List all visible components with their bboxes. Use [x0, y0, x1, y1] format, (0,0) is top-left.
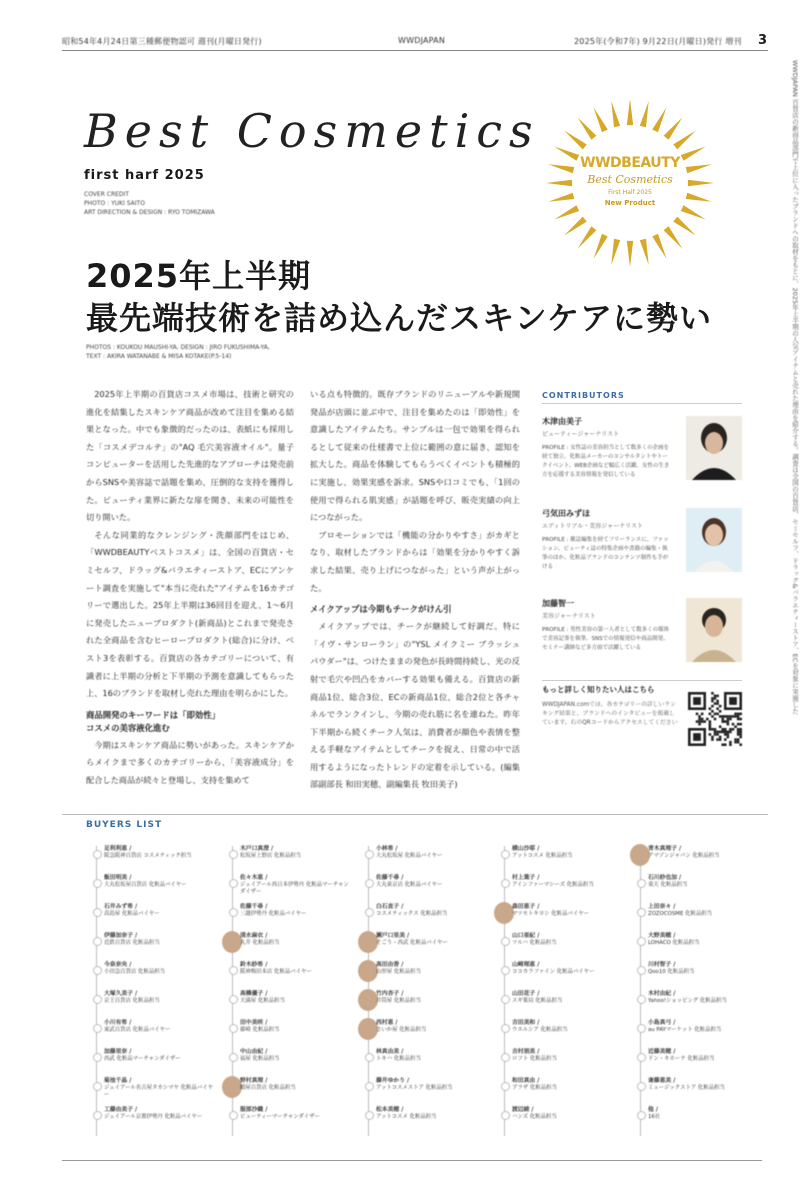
timeline-dot	[365, 908, 374, 917]
contributor-name: 木津由美子	[542, 417, 582, 426]
buyer-name: 小林希 /	[376, 846, 398, 852]
buyer-org: 山形屋 化粧品担当	[376, 969, 421, 975]
buyer-name: 他 /	[648, 1107, 658, 1113]
buyer-entry	[240, 875, 352, 896]
badge-ray	[578, 117, 597, 139]
timeline-dot	[229, 850, 238, 859]
buyer-name: 小川有希 /	[104, 1020, 132, 1026]
buyer-org: コスメティックス 化粧品担当	[376, 911, 448, 917]
contributor-profile: PROFILE : 女性誌の美容担当として数多くの企画を経て独立。化粧品メーカーのコンサルタントやトークイベント、WEB企画など幅広く活躍。女性の生き方を応援する美容情報を発信している	[542, 445, 670, 478]
timeline-dot	[93, 879, 102, 888]
timeline-dot	[93, 937, 102, 946]
contributor-profile: PROFILE : 男性美容の第一人者として数多くの媒体で美容記事を執筆。SNSでの情報発信や商品開発、セミナー講師など多方面で活躍している	[542, 627, 670, 651]
buyer-name: 木村由紀 /	[648, 991, 676, 997]
buyer-name: 山田花子 /	[512, 991, 540, 997]
buyer-entry	[376, 962, 488, 976]
buyer-entry	[104, 962, 216, 976]
buyer-name: 松本美穂 /	[376, 1107, 404, 1113]
badge-category: New Product	[604, 199, 656, 207]
timeline-dot	[637, 1111, 646, 1120]
timeline-dot	[501, 937, 510, 946]
buyer-name: 吉田美和 /	[512, 1020, 540, 1026]
buyer-name: 野村真理 /	[240, 1078, 268, 1084]
timeline-dot	[365, 879, 374, 888]
buyer-name: 藤井ゆかり /	[376, 1078, 410, 1084]
timeline-dot	[365, 1053, 374, 1062]
buyer-org: LOHACO 化粧品担当	[648, 940, 700, 946]
timeline-dot	[93, 908, 102, 917]
badge-ray	[627, 99, 633, 125]
masthead-rule	[62, 50, 768, 51]
buyer-name: 高橋優子 /	[240, 991, 268, 997]
photo-credit	[86, 343, 270, 361]
buyer-entry	[104, 904, 216, 918]
buyer-entry	[648, 1107, 760, 1121]
timeline-dot	[637, 1024, 646, 1033]
buyer-org: マツモトキヨシ 化粧品バイヤー	[512, 911, 590, 917]
buyer-org: au PAYマーケット 化粧品担当	[648, 1027, 722, 1033]
timeline-dot	[501, 1024, 510, 1033]
buyer-entry	[376, 991, 488, 1005]
buyer-name: 菊池千晶 /	[104, 1078, 132, 1084]
timeline-dot	[93, 1111, 102, 1120]
buyer-name: 佐藤千尋 /	[240, 904, 268, 910]
timeline-dot	[501, 1082, 510, 1091]
badge-ray	[664, 117, 683, 139]
badge-ray	[578, 226, 597, 248]
more-info-box	[542, 684, 742, 794]
contributor-role: 美容ジャーナリスト	[542, 613, 596, 620]
buyer-org: 大丸東京店 化粧品バイヤー	[376, 882, 443, 888]
badge-period: First Half 2025	[608, 189, 652, 196]
page-title: Best Cosmetics	[84, 104, 540, 158]
buyer-name: 飯田明美 /	[104, 875, 132, 881]
timeline-dot	[229, 995, 238, 1004]
buyer-name: 西村恵 /	[376, 1020, 398, 1026]
buyer-name: 瀬戸口里美 /	[376, 933, 410, 939]
buyer-entry	[104, 1049, 216, 1063]
buyer-entry	[240, 1107, 352, 1121]
buyer-entry	[376, 1020, 488, 1034]
contributor-profile: PROFILE : 雑誌編集を経てフリーランスに。ファッション、ビューティ誌の特集企画や書籍の編集・執筆のほか、化粧品ブランドのコンテンツ制作も手がける	[542, 537, 669, 570]
buyer-name: 田中美咲 /	[240, 1020, 268, 1026]
vertical-sidebar-text: WWDJAPAN 百貨店の新商品部門で上位に入ったブランドへの取材をもとに、2025年上半期の人気アイテムと売れた理由を紹介する。調査は全国の百貨店、セミセルフ、ドラッグ&バラエティーストア、ECを対象に実施した	[791, 60, 799, 715]
buyer-entry	[512, 1078, 624, 1092]
photo-credit-line: PHOTOS : KOUKOU MAUSHI-YA, DESIGN : JIRO FUKUSHIMA-YA,	[86, 344, 270, 351]
contributors-title: CONTRIBUTORS	[542, 391, 625, 400]
timeline-dot	[229, 1111, 238, 1120]
buyer-name: 上田奈々 /	[648, 904, 676, 910]
buyer-entry	[512, 875, 624, 889]
buyer-name: 森田恵子 /	[512, 904, 540, 910]
buyer-org: ミュージックストア 化粧品担当	[648, 1085, 725, 1091]
buyer-org: ハンズ 化粧品担当	[512, 1114, 557, 1120]
badge-ray	[554, 205, 579, 219]
buyer-entry	[512, 1049, 624, 1063]
buyer-entry	[648, 1078, 760, 1092]
buyer-org: ZOZOCOSME 化粧品担当	[648, 911, 713, 917]
buyer-org: 井筒屋 化粧品担当	[376, 998, 421, 1004]
masthead-center: WWDJAPAN	[398, 36, 446, 45]
timeline-line	[504, 846, 505, 1136]
buyer-entry	[648, 846, 760, 860]
credit-line: PHOTO : YUKI SAITO	[84, 200, 145, 207]
buyer-org: ジェイアール西日本伊勢丹 化粧品マーチャンダイザー	[240, 882, 349, 895]
article-paragraph: プロモーションでは「機能の分かりやすさ」がカギとなり、取材したブランドからは「効果を分かりやすく訴求した結果、売り上げにつながった」という声が上がった。	[310, 529, 520, 593]
timeline-dot	[637, 1082, 646, 1091]
buyer-name: 中山由紀 /	[240, 1049, 268, 1055]
buyer-entry	[240, 1078, 352, 1092]
page-subtitle: first harf 2025	[84, 168, 205, 183]
qr-code[interactable]	[688, 692, 742, 746]
buyer-entry	[104, 846, 216, 860]
headline-line-1: 2025年上半期	[86, 257, 312, 295]
buyer-org: 東武百貨店 化粧品バイヤー	[104, 1027, 171, 1033]
buyer-entry	[240, 1049, 352, 1063]
buyer-org: ウエルシア 化粧品担当	[512, 1027, 568, 1033]
buyer-entry	[512, 933, 624, 947]
buyer-name: 小島真弓 /	[648, 1020, 676, 1026]
article-paragraph: そんな同業的なクレンジング・洗顔部門をはじめ、「WWDBEAUTYベストコスメ」は、全国の百貨店・セミセルフ、ドラッグ&バラエティーストア、ECにアンケート調査を実施して"本当に売れた"アイテムを16カテゴリーで選出した。25年上半期は36回目を迎え、1〜6月に発売したニュープロダクト(新商品)とこれまで発売された全商品を含むヒーロープロダクト(総合)に分け、ベスト3を表彰する。百貨店の各カテゴリーについて、有識者に上半期の分析と下半期の予測を意識してもらった上、16のブランドを取材し売れた理由を明らかにした。	[86, 529, 294, 699]
buyer-entry	[104, 875, 216, 889]
article-column-2	[310, 386, 520, 794]
timeline-dot	[93, 1024, 102, 1033]
buyer-photo	[358, 931, 378, 953]
timeline-dot	[229, 966, 238, 975]
buyer-entry	[648, 875, 760, 889]
article-paragraph: 2025年上半期の百貨店コスメ市場は、技術と研究の進化を結集したスキンケア商品が改めて注目を集める結果となった。中でも象徴的だったのは、表紙にも採用した「コスメデコルテ」の"AQ 毛穴美容液オイル"。量子コンピューターを活用した先進的なアプローチは発売前からSNSや美容誌で話題を集め、圧倒的な支持を獲得した。ビューティ業界に新たな扉を開き、未来の可能性を切り開いた。	[86, 389, 294, 523]
contributor-photo	[686, 508, 742, 572]
badge-ray	[673, 131, 695, 150]
badge-ray	[594, 107, 608, 132]
buyer-photo	[358, 1018, 378, 1040]
buyer-org: さいか屋 化粧品担当	[376, 1027, 427, 1033]
buyer-entry	[648, 991, 760, 1005]
timeline-dot	[365, 1111, 374, 1120]
buyer-org: 近鉄百貨店 化粧品担当	[104, 940, 160, 946]
buyer-name: 斎藤恵美 /	[648, 1078, 676, 1084]
buyer-name: 和田真由 /	[512, 1078, 540, 1084]
buyer-org: 藤崎 化粧品担当	[240, 1027, 280, 1033]
timeline-dot	[229, 879, 238, 888]
timeline-dot	[229, 908, 238, 917]
timeline-dot	[229, 1024, 238, 1033]
buyer-org: ビューティーマーチャンダイザー	[240, 1114, 320, 1120]
buyer-org: 楽天 化粧品担当	[648, 882, 688, 888]
footer-rule	[62, 1160, 762, 1161]
timeline-dot	[93, 995, 102, 1004]
buyer-org: スギ薬局 化粧品担当	[512, 998, 563, 1004]
buyer-org: 福屋 化粧品担当	[240, 1056, 280, 1062]
buyer-name: 高田由香 /	[376, 962, 404, 968]
article-column-1	[86, 386, 294, 789]
badge-brand: WWDBEAUTY	[580, 155, 680, 171]
timeline-dot	[229, 1053, 238, 1062]
buyer-name: 山崎理恵 /	[512, 962, 540, 968]
timeline-dot	[637, 1053, 646, 1062]
buyer-org: 小田急百貨店 化粧品担当	[104, 969, 166, 975]
contributor-photo	[686, 598, 742, 662]
buyer-entry	[376, 846, 488, 860]
timeline-dot	[501, 966, 510, 975]
timeline-dot	[501, 1053, 510, 1062]
headline-line-2: 最先端技術を詰め込んだスキンケアに勢い	[86, 299, 713, 337]
buyer-entry	[240, 1020, 352, 1034]
buyer-entry	[240, 933, 352, 947]
more-info-text: WWDJAPAN.comでは、各カテゴリーの詳しいランキング結果と、ブランドへのインタビューを掲載しています。右のQRコードからアクセスしてください	[542, 702, 678, 726]
buyer-entry	[376, 1078, 488, 1092]
timeline-dot	[93, 1082, 102, 1091]
buyer-name: 大野美穂 /	[648, 933, 676, 939]
buyer-photo	[358, 960, 378, 982]
timeline-dot	[365, 850, 374, 859]
article-subhead-1	[86, 709, 294, 735]
buyer-entry	[104, 1078, 216, 1099]
article-subhead-2: メイクアップは今期もチークがけん引	[310, 604, 452, 615]
buyer-org: ジェイアール京都伊勢丹 化粧品バイヤー	[104, 1114, 203, 1120]
buyer-photo	[222, 931, 242, 953]
timeline-dot	[637, 879, 646, 888]
timeline-dot	[501, 850, 510, 859]
buyer-entry	[104, 1107, 216, 1121]
buyer-entry	[376, 1107, 488, 1121]
buyer-name: 林真由美 /	[376, 1049, 404, 1055]
badge-ray	[673, 217, 695, 236]
buyer-org: ツルハ 化粧品担当	[512, 940, 557, 946]
article-paragraph: いる点も特徴的。既存ブランドのリニューアルや新規開発品が店頭に並ぶ中で、注目を集めたのは「即効性」を意識したアイテムたち。サンプルは一包で効果を得られるとして従来の仕様書で上位に範囲の意に届き、認知を拡大した。商品を体験してもらうべくイベントも積極的に実施し、効果実感を訴求。SNSや口コミでも、「1回の使用で得られる肌実感」が話題を呼び、販売実績の向上につながった。	[310, 389, 520, 523]
buyer-org: 天満屋 化粧品担当	[240, 998, 285, 1004]
badge-ray	[611, 101, 620, 127]
cover-credits	[84, 190, 215, 217]
buyer-name: 木戸口真澄 /	[240, 846, 274, 852]
contributor-2	[542, 508, 742, 588]
buyer-name: 吉村朋美 /	[512, 1049, 540, 1055]
buyer-name: 佐藤千尋 /	[376, 875, 404, 881]
contributor-name: 加藤智一	[542, 599, 574, 608]
timeline-dot	[637, 995, 646, 1004]
contributor-name: 弓気田みずほ	[542, 509, 590, 518]
buyer-name: 石川紗也加 /	[648, 875, 682, 881]
buyer-entry	[648, 1020, 760, 1034]
masthead-left: 昭和54年4月24日第三種郵便物認可 週刊(月曜日発行)	[62, 37, 262, 46]
timeline-dot	[637, 966, 646, 975]
buyer-org: 三越伊勢丹 化粧品バイヤー	[240, 911, 307, 917]
buyer-name: 鈴木紗希 /	[240, 962, 268, 968]
buyer-org: プラザ 化粧品担当	[512, 1085, 557, 1091]
buyer-org: 16社	[648, 1114, 661, 1120]
timeline-line	[96, 846, 97, 1136]
badge-ray	[640, 101, 649, 127]
buyer-name: 服部沙織 /	[240, 1107, 268, 1113]
buyer-name: 竹内杏子 /	[376, 991, 404, 997]
more-info-title: もっと詳しく知りたい人はこちら	[542, 685, 655, 694]
buyer-entry	[648, 962, 760, 976]
credit-line: COVER CREDIT	[84, 191, 129, 198]
buyer-org: アインファーマシーズ 化粧品担当	[512, 882, 594, 888]
timeline-dot	[637, 908, 646, 917]
buyer-name: 白石直子 /	[376, 904, 404, 910]
buyer-org: Yahoo!ショッピング 化粧品担当	[648, 998, 727, 1004]
buyer-name: 青木真理子 /	[648, 846, 682, 852]
headline	[86, 255, 712, 339]
contributor-photo	[686, 416, 742, 480]
buyer-org: 西武 化粧品マーチャンダイザー	[104, 1056, 181, 1062]
buyer-entry	[240, 991, 352, 1005]
badge-ray	[564, 217, 586, 236]
best-cosmetics-badge	[540, 93, 720, 273]
buyer-org: 松坂屋上野店 化粧品担当	[240, 853, 302, 859]
buyer-name: 石井みず希 /	[104, 904, 138, 910]
buyer-org: そごう・西武 化粧品バイヤー	[376, 940, 448, 946]
badge-name: Best Cosmetics	[587, 173, 673, 186]
buyer-entry	[376, 875, 488, 889]
buyer-entry	[240, 846, 352, 860]
buyer-entry	[512, 846, 624, 860]
contributor-role: ビューティージャーナリスト	[542, 431, 620, 438]
more-rule	[542, 680, 742, 681]
badge-ray	[681, 205, 706, 219]
buyer-name: 川村智子 /	[648, 962, 676, 968]
buyer-name: 近藤美穂 /	[648, 1049, 676, 1055]
timeline-dot	[501, 1111, 510, 1120]
buyer-org: アットコスメ 化粧品担当	[512, 853, 573, 859]
buyer-org: 阪急阪神百貨店 コスメティック担当	[104, 853, 192, 859]
timeline-dot	[93, 966, 102, 975]
contributors-rule	[542, 403, 742, 404]
buyer-entry	[376, 904, 488, 918]
buyer-name: 伊藤加奈子 /	[104, 933, 138, 939]
buyers-list-title: BUYERS LIST	[86, 820, 163, 830]
buyer-photo	[358, 989, 378, 1011]
buyer-name: 佐々木恵 /	[240, 875, 268, 881]
buyer-name: 工藤由美子 /	[104, 1107, 138, 1113]
timeline-dot	[501, 995, 510, 1004]
timeline-dot	[501, 879, 510, 888]
page-number: 3	[757, 33, 767, 48]
buyer-org: 丸井 化粧品担当	[240, 940, 280, 946]
buyer-entry	[512, 991, 624, 1005]
buyer-name: 渡辺綾 /	[512, 1107, 534, 1113]
buyer-name: 山口亜紀 /	[512, 933, 540, 939]
buyer-name: 清水麻衣 /	[240, 933, 268, 939]
buyer-entry	[376, 933, 488, 947]
buyer-org: 鶴屋百貨店 化粧品担当	[240, 1085, 296, 1091]
buyer-entry	[512, 962, 624, 976]
buyer-entry	[512, 1020, 624, 1034]
buyer-org: Qoo10 化粧品担当	[648, 969, 695, 975]
timeline-dot	[93, 1053, 102, 1062]
subhead-line: コスメの美容液化進む	[86, 722, 170, 733]
timeline-dot	[93, 850, 102, 859]
badge-ray	[564, 131, 586, 150]
buyer-org: ドン・キホーテ 化粧品担当	[648, 1056, 715, 1062]
photo-credit-line: TEXT : AKIRA WATANABE & MISA KOTAKE(P.5-14)	[86, 353, 232, 360]
buyer-entry	[104, 991, 216, 1005]
buyer-org: アットコスメストア 化粧品担当	[376, 1085, 453, 1091]
contributor-role: エディトリアル・美容ジャーナリスト	[542, 523, 644, 530]
buyer-entry	[512, 1107, 624, 1121]
buyer-org: 京王百貨店 化粧品担当	[104, 998, 160, 1004]
buyer-name: 加藤里奈 /	[104, 1049, 132, 1055]
buyer-entry	[104, 1020, 216, 1034]
contributor-1	[542, 416, 742, 496]
buyer-org: トキハ 化粧品担当	[376, 1056, 421, 1062]
buyer-entry	[376, 1049, 488, 1063]
buyer-org: ジェイアール名古屋タカシマヤ 化粧品バイヤー	[104, 1085, 213, 1098]
buyer-org: 阪神梅田本店 化粧品バイヤー	[240, 969, 312, 975]
buyer-entry	[240, 904, 352, 918]
buyer-name: 足利利恵 /	[104, 846, 132, 852]
buyer-name: 横山沙耶 /	[512, 846, 540, 852]
credit-line: ART DIRECTION & DESIGN : RYO TOMIZAWA	[84, 209, 215, 216]
buyer-entry	[648, 1049, 760, 1063]
article-paragraph: メイクアップでは、チークが継続して好調だ。特に「イヴ・サンローラン」の"YSL メイクミー ブラッシュ パウダー"は、つけたままの発色が長時間持続し、光の反射で毛穴や凹凸をカバーする効果も備える。百貨店の新商品1位、総合3位、ECの新商品1位、総合2位と各チャネルでランクインし、今期の売れ筋に名を連ねた。昨年下半期から続くチーク人気は、消費者が顔色や表情を整える手軽なアイテムとしてチークを捉え、日常の中で活用するようになったトレンドの定着を示している。(編集部副部長 和田実穂、副編集長 牧田美子)	[310, 621, 520, 790]
buyer-name: 村上葉子 /	[512, 875, 540, 881]
buyer-entry	[648, 933, 760, 947]
badge-ray	[664, 226, 683, 248]
buyer-org: ココカラファイン 化粧品バイヤー	[512, 969, 595, 975]
buyer-entry	[104, 933, 216, 947]
buyer-org: 大丸松坂屋 化粧品バイヤー	[376, 853, 443, 859]
timeline-dot	[637, 937, 646, 946]
contributor-3	[542, 598, 742, 678]
badge-text	[540, 155, 720, 207]
timeline-dot	[365, 1082, 374, 1091]
buyer-entry	[648, 904, 760, 918]
buyer-photo	[494, 902, 514, 924]
buyer-entry	[512, 904, 624, 918]
subhead-line: 商品開発のキーワードは「即効性」	[86, 709, 220, 720]
buyer-photo	[222, 1076, 242, 1098]
buyer-org: ロフト 化粧品担当	[512, 1056, 557, 1062]
buyer-entry	[240, 962, 352, 976]
article-paragraph: 今期はスキンケア商品に勢いがあった。スキンケアからメイクまで多くのカテゴリーから、「美容液成分」を配合した商品が続々と登場し、支持を集めて	[86, 739, 294, 785]
buyer-name: 今泉奈央 /	[104, 962, 132, 968]
timeline-line	[640, 846, 641, 1136]
buyer-org: 大丸松坂屋百貨店 化粧品バイヤー	[104, 882, 187, 888]
buyer-name: 大塚久美子 /	[104, 991, 138, 997]
buyer-org: アットコスメ 化粧品担当	[376, 1114, 437, 1120]
buyers-rule	[62, 814, 768, 815]
masthead-right: 2025年(令和7年) 9月22日(月曜日)発行 増刊	[574, 37, 742, 46]
buyer-org: アマゾンジャパン 化粧品担当	[648, 853, 720, 859]
badge-ray	[652, 107, 666, 132]
buyer-photo	[630, 844, 650, 866]
buyer-org: 高島屋 化粧品バイヤー	[104, 911, 160, 917]
